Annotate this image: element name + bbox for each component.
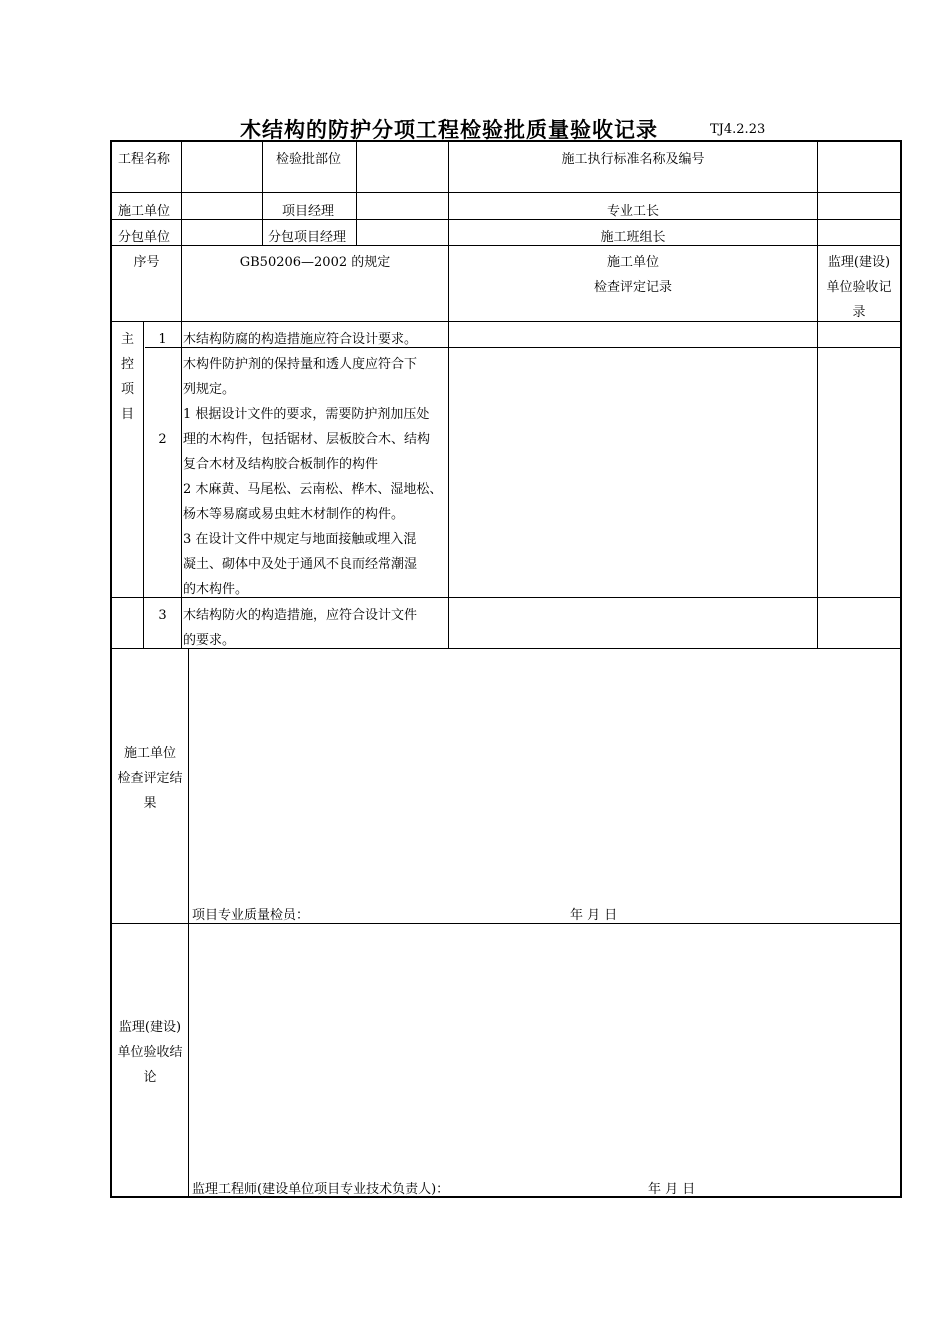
main-control-char: 控 (120, 357, 134, 372)
supervision-result-label: 监理(建设) (118, 1020, 182, 1035)
quality-inspector-signature: 项目专业质量检员： (192, 908, 310, 923)
grid-line (112, 321, 900, 322)
item-requirement-line: 木结构防火的构造措施，应符合设计文件 (183, 608, 418, 623)
sub-manager-label: 分包项目经理 (268, 230, 347, 245)
title-row (110, 114, 902, 140)
supervision-header-1: 监理(建设) (827, 255, 891, 270)
item-requirement-line: 列规定。 (183, 382, 236, 397)
construction-result-label: 果 (143, 796, 157, 811)
spec-header: GB50206—2002 的规定 (239, 255, 391, 270)
team-leader-label: 施工班组长 (600, 230, 666, 245)
page-title: 木结构的防护分项工程检验批质量验收记录 (240, 118, 658, 142)
construction-result-label: 检查评定结 (117, 771, 183, 786)
item-requirement-line: 理的木构件，包括锯材、层板胶合木、结构 (183, 432, 431, 447)
inspection-part-label: 检验批部位 (276, 152, 342, 167)
item-requirement-line: 杨木等易腐或易虫蛀木材制作的构件。 (183, 507, 405, 522)
item-requirement-line: 3 在设计文件中规定与地面接触或埋入混 (183, 532, 417, 547)
foreman-label: 专业工长 (606, 204, 659, 219)
grid-line (188, 648, 189, 1198)
item-requirement-line: 复合木材及结构胶合板制作的构件 (183, 457, 379, 472)
item-number: 1 (158, 332, 167, 347)
main-control-char: 主 (120, 332, 134, 347)
item-number: 3 (158, 608, 167, 623)
standard-label: 施工执行标准名称及编号 (561, 152, 705, 167)
item-requirement-line: 的要求。 (183, 633, 236, 648)
construction-result-date: 年 月 日 (570, 908, 618, 923)
main-control-char: 目 (120, 407, 134, 422)
construction-result-label: 施工单位 (123, 746, 176, 761)
project-manager-label: 项目经理 (282, 204, 335, 219)
item-requirement-line: 木构件防护剂的保持量和透人度应符合下 (183, 357, 418, 372)
item-requirement-line: 的木构件。 (183, 582, 249, 597)
supervision-result-date: 年 月 日 (648, 1182, 696, 1197)
sub-unit-label: 分包单位 (118, 230, 171, 245)
supervision-header-3: 录 (852, 305, 866, 320)
item-number: 2 (158, 432, 167, 447)
item-requirement-line: 木结构防腐的构造措施应符合设计要求。 (183, 332, 418, 347)
supervision-result-label: 单位验收结 (117, 1045, 183, 1060)
construction-unit-label: 施工单位 (118, 204, 171, 219)
grid-line (356, 142, 357, 245)
seq-header: 序号 (133, 255, 160, 270)
item-requirement-line: 1 根据设计文件的要求，需要防护剂加压处 (183, 407, 430, 422)
main-control-char: 项 (120, 382, 134, 397)
unit-record-header-1: 施工单位 (606, 255, 659, 270)
unit-record-header-2: 检查评定记录 (593, 280, 672, 295)
supervision-header-2: 单位验收记 (826, 280, 892, 295)
supervision-engineer-signature: 监理工程师(建设单位项目专业技术负责人)： (192, 1182, 450, 1197)
form-code: TJ4.2.23 (710, 122, 766, 137)
grid-line (181, 142, 182, 648)
grid-line (262, 142, 263, 245)
item-requirement-line: 2 木麻黄、马尾松、云南松、桦木、湿地松、 (183, 482, 443, 497)
item-requirement-line: 凝土、砌体中及处于通风不良而经常潮湿 (183, 557, 418, 572)
form-table (110, 140, 902, 1198)
grid-line (143, 321, 144, 648)
project-name-label: 工程名称 (118, 152, 171, 167)
supervision-result-label: 论 (143, 1070, 157, 1085)
grid-line (817, 142, 818, 648)
grid-line (112, 192, 900, 193)
